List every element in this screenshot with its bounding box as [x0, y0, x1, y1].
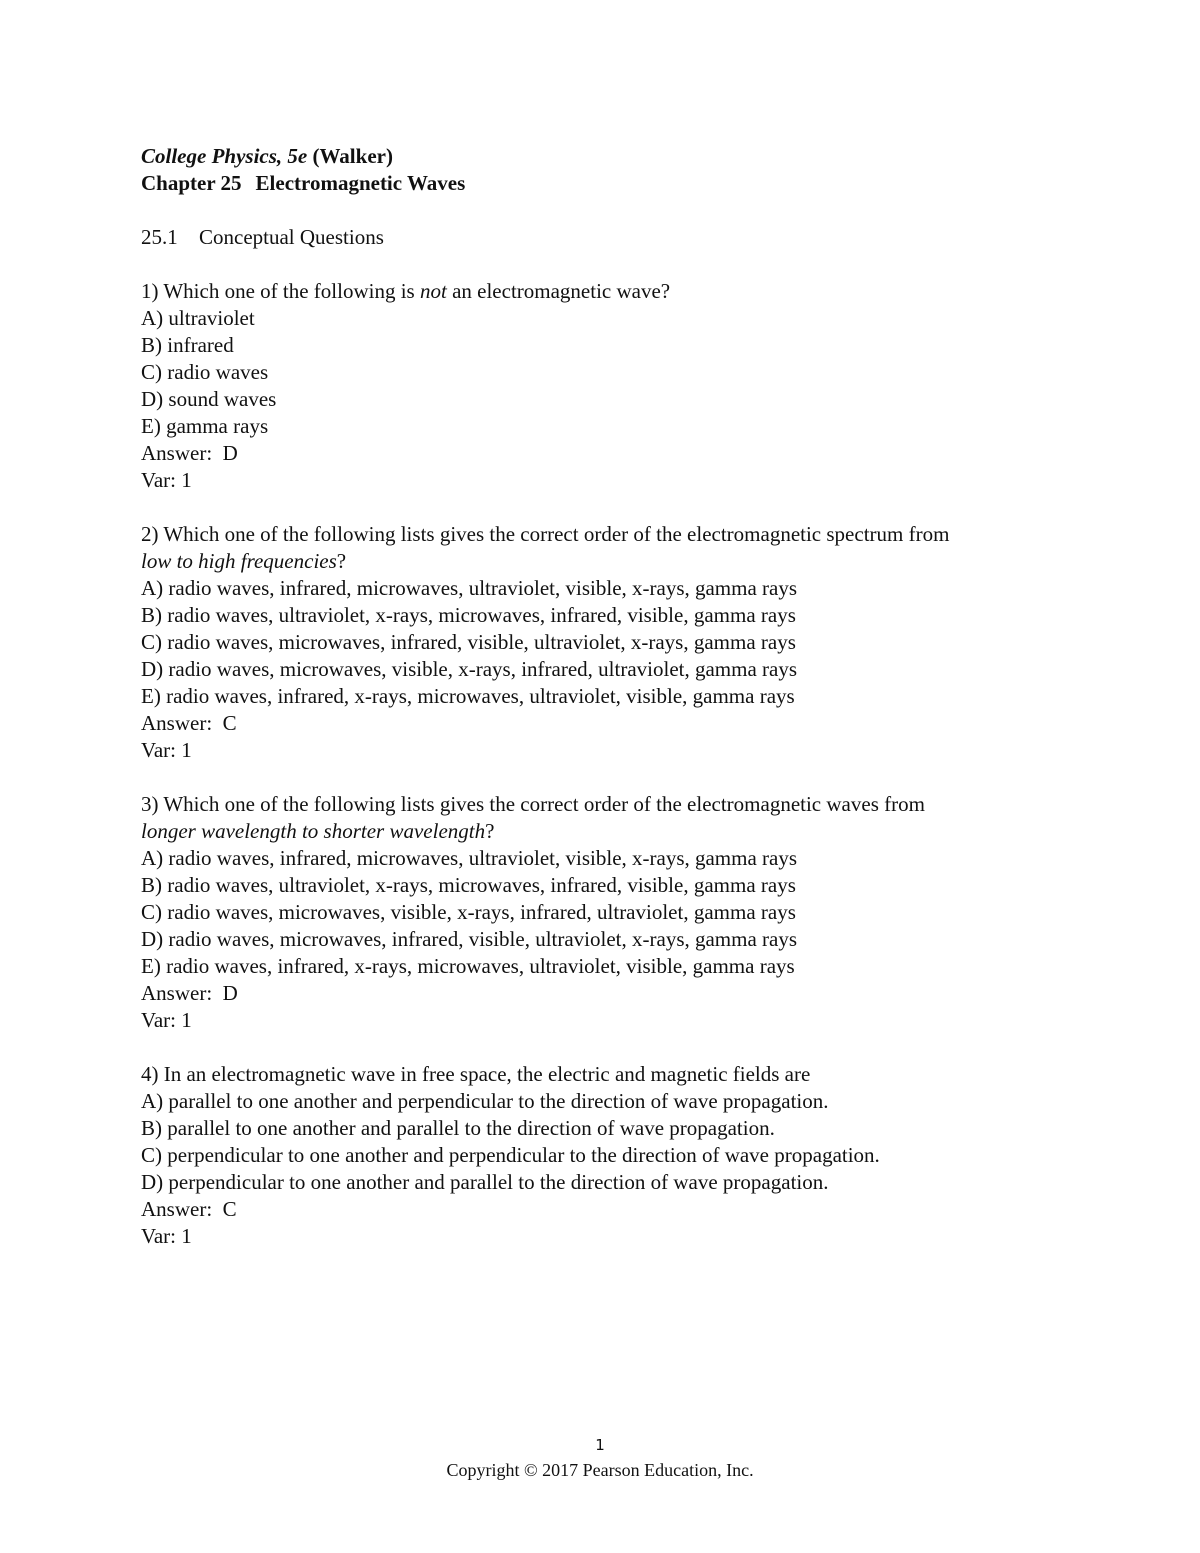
answer: Answer: D	[141, 441, 238, 465]
option: A) radio waves, infrared, microwaves, ultraviolet, visible, x-rays, gamma rays	[141, 846, 798, 870]
question-stem	[141, 278, 1101, 305]
book-author: (Walker)	[312, 144, 393, 168]
option: D) sound waves	[141, 387, 277, 411]
stem-emphasis: longer wavelength to shorter wavelength	[141, 819, 486, 843]
question-1	[141, 278, 1101, 494]
stem-emphasis: not	[419, 279, 447, 303]
question-2	[141, 521, 1101, 764]
option: E) radio waves, infrared, x-rays, microwaves, ultraviolet, visible, gamma rays	[141, 684, 795, 708]
var: Var: 1	[141, 468, 192, 492]
question-stem: 4) In an electromagnetic wave in free space, the electric and magnetic fields are	[141, 1062, 811, 1086]
option: D) radio waves, microwaves, visible, x-rays, infrared, ultraviolet, gamma rays	[141, 657, 798, 681]
chapter-label: Chapter 25	[141, 171, 242, 195]
page-content	[141, 143, 1101, 1250]
chapter-heading	[141, 170, 1101, 197]
var: Var: 1	[141, 1224, 192, 1248]
option: D) perpendicular to one another and parallel to the direction of wave propagation.	[141, 1170, 829, 1194]
answer: Answer: C	[141, 1197, 237, 1221]
book-title-line	[141, 143, 1101, 170]
question-4	[141, 1061, 1101, 1250]
answer: Answer: C	[141, 711, 237, 735]
section-title: Conceptual Questions	[199, 225, 384, 249]
var: Var: 1	[141, 1008, 192, 1032]
option: B) radio waves, ultraviolet, x-rays, microwaves, infrared, visible, gamma rays	[141, 603, 796, 627]
option: C) radio waves	[141, 360, 269, 384]
option: A) ultraviolet	[141, 306, 255, 330]
stem-text: 1) Which one of the following is	[141, 279, 420, 303]
option: A) parallel to one another and perpendicular to the direction of wave propagation.	[141, 1089, 829, 1113]
question-stem-continued	[141, 548, 1101, 575]
stem-text: an electromagnetic wave?	[446, 279, 671, 303]
stem-emphasis: low to high frequencies	[141, 549, 337, 573]
stem-text: ?	[485, 819, 495, 843]
copyright-notice: Copyright © 2017 Pearson Education, Inc.	[446, 1460, 754, 1480]
question-stem-continued	[141, 818, 1101, 845]
option: B) parallel to one another and parallel to the direction of wave propagation.	[141, 1116, 775, 1140]
option: D) radio waves, microwaves, infrared, visible, ultraviolet, x-rays, gamma rays	[141, 927, 798, 951]
question-3	[141, 791, 1101, 1034]
option: C) radio waves, microwaves, visible, x-rays, infrared, ultraviolet, gamma rays	[141, 900, 796, 924]
option: E) gamma rays	[141, 414, 269, 438]
book-title: College Physics, 5e	[141, 144, 308, 168]
question-stem: 2) Which one of the following lists gives the correct order of the electromagnetic spectrum from	[141, 522, 950, 546]
option: B) radio waves, ultraviolet, x-rays, microwaves, infrared, visible, gamma rays	[141, 873, 796, 897]
section-heading	[141, 224, 1101, 251]
option: B) infrared	[141, 333, 234, 357]
question-stem: 3) Which one of the following lists gives the correct order of the electromagnetic waves from	[141, 792, 925, 816]
option: C) radio waves, microwaves, infrared, visible, ultraviolet, x-rays, gamma rays	[141, 630, 796, 654]
option: A) radio waves, infrared, microwaves, ultraviolet, visible, x-rays, gamma rays	[141, 576, 798, 600]
answer: Answer: D	[141, 981, 238, 1005]
option: E) radio waves, infrared, x-rays, microwaves, ultraviolet, visible, gamma rays	[141, 954, 795, 978]
option: C) perpendicular to one another and perpendicular to the direction of wave propagation.	[141, 1143, 880, 1167]
page-number: 1	[595, 1436, 605, 1454]
var: Var: 1	[141, 738, 192, 762]
section-number: 25.1	[141, 225, 178, 249]
chapter-title: Electromagnetic Waves	[255, 171, 466, 195]
stem-text: ?	[336, 549, 347, 573]
